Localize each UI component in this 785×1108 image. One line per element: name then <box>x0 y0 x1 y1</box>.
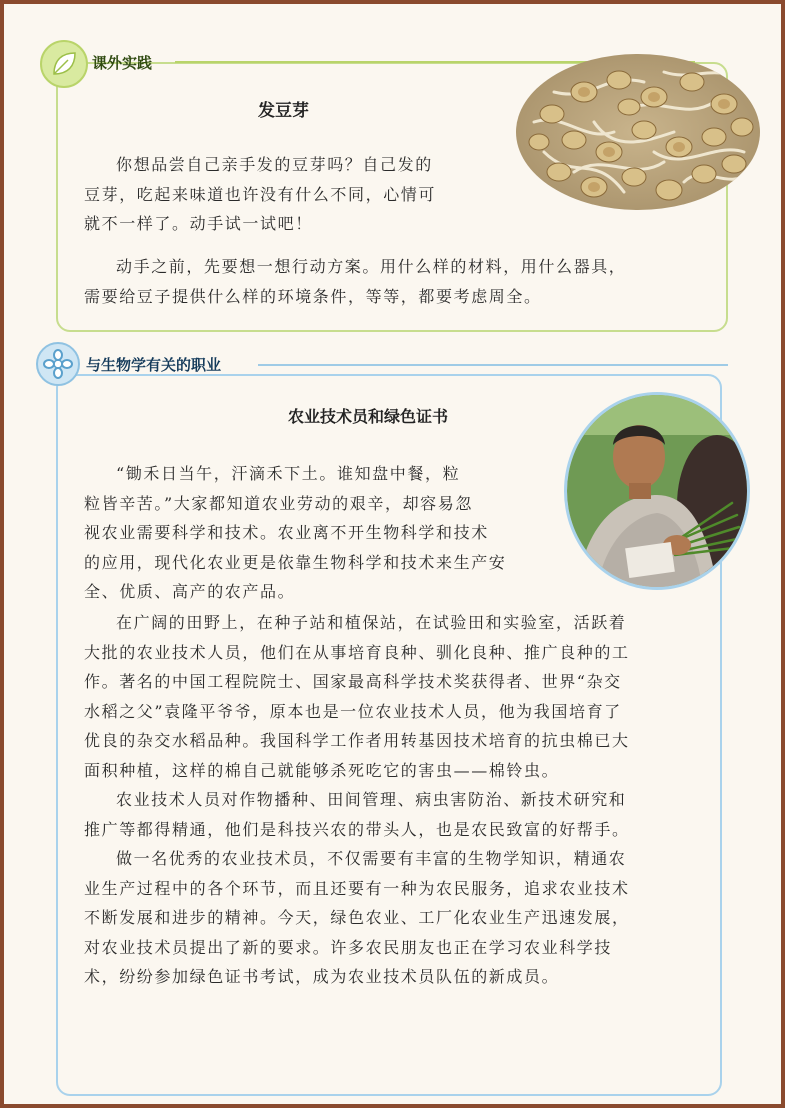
text-line: 推广等都得精通，他们是科技兴农的带头人，也是农民致富的好帮手。 <box>84 819 630 839</box>
text-line: 不断发展和进步的精神。今天，绿色农业、工厂化农业生产迅速发展， <box>84 908 630 927</box>
career-tag: 与生物学有关的职业 <box>86 356 222 374</box>
practice-heading: 发豆芽 <box>258 101 309 121</box>
bean-sprouts-photo <box>514 52 762 212</box>
career-header <box>36 342 736 386</box>
text-line: 优良的杂交水稻品种。我国科学工作者用转基因技术培育的抗虫棉已大 <box>84 731 630 750</box>
text-line: 对农业技术员提出了新的要求。许多农民朋友也正在学习农业科学技 <box>84 937 613 957</box>
text-line: 粒皆辛苦。”大家都知道农业劳动的艰辛，却容易忽 <box>84 493 473 513</box>
career-body <box>84 608 724 992</box>
farmer-photo <box>564 392 750 590</box>
text-line: 动手之前，先要想一想行动方案。用什么样的材料，用什么器具， <box>116 257 627 276</box>
career-header-line <box>258 364 728 366</box>
text-line: 豆芽，吃起来味道也许没有什么不同，心情可 <box>84 184 437 204</box>
text-line: 面积种植，这样的棉自己就能够杀死吃它的害虫——棉铃虫。 <box>84 760 560 780</box>
bio-symbol-icon <box>36 342 80 386</box>
text-line: 做一名优秀的农业技术员，不仅需要有丰富的生物学知识，精通农 <box>116 849 627 868</box>
text-line: 农业技术人员对作物播种、田间管理、病虫害防治、新技术研究和 <box>116 790 627 809</box>
text-line: 业生产过程中的各个环节，而且还要有一种为农民服务，追求农业技术 <box>84 878 630 898</box>
text-line: 术，纷纷参加绿色证书考试，成为农业技术员队伍的新成员。 <box>84 967 560 986</box>
text-line: 你想品尝自己亲手发的豆芽吗？自己发的 <box>116 155 433 174</box>
practice-tag: 课外实践 <box>92 54 153 72</box>
text-line: 视农业需要科学和技术。农业离不开生物科学和技术 <box>84 523 489 542</box>
leaf-icon <box>40 40 88 88</box>
textbook-page <box>4 4 781 1104</box>
text-line: “锄禾日当午，汗滴禾下土。谁知盘中餐，粒 <box>116 464 461 483</box>
practice-paragraph-2 <box>84 252 724 311</box>
text-line: 在广阔的田野上，在种子站和植保站，在试验田和实验室，活跃着 <box>116 613 627 632</box>
text-line: 大批的农业技术人员，他们在从事培育良种、驯化良种、推广良种的工 <box>84 642 630 662</box>
text-line: 就不一样了。动手试一试吧！ <box>84 214 313 233</box>
text-line: 需要给豆子提供什么样的环境条件，等等，都要考虑周全。 <box>84 286 542 306</box>
career-heading: 农业技术员和绿色证书 <box>288 407 449 426</box>
text-line: 全、优质、高产的农产品。 <box>84 582 296 601</box>
practice-intro <box>84 150 504 239</box>
career-intro <box>84 459 562 607</box>
text-line: 水稻之父”袁隆平爷爷，原本也是一位农业技术人员，他为我国培育了 <box>84 701 622 721</box>
text-line: 作。著名的中国工程院院士、国家最高科学技术奖获得者、世界“杂交 <box>84 672 622 691</box>
text-line: 的应用，现代化农业更是依靠生物科学和技术来生产安 <box>84 552 507 572</box>
